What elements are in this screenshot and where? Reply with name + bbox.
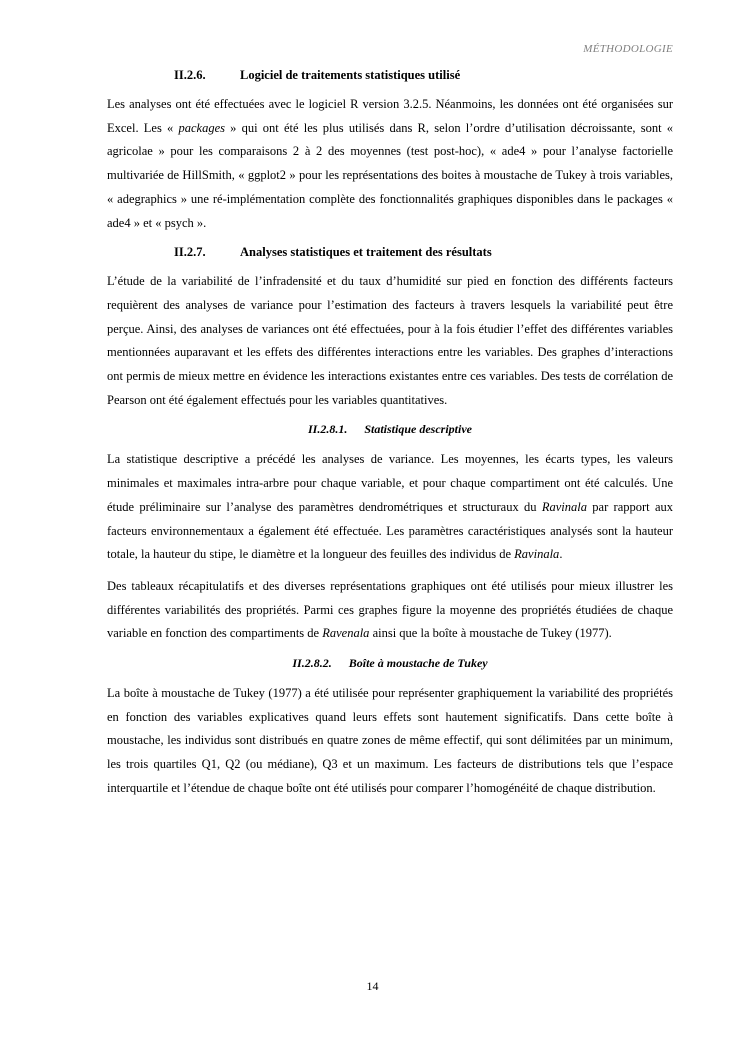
text-run: par rapport aux facteurs environnementaux a également été effectuée. Les paramètres caractéristiques analysés sont la hauteur totale, la hauteur du stipe, le diamètre et la longueur des feuilles des individus de xyxy=(107,499,674,562)
heading-number: II.2.6. xyxy=(174,68,206,82)
text-run: Des tableaux récapitulatifs et des diverses représentations graphiques ont été utilisés pour mieux illustrer les différentes variabilités des propriétés. Parmi ces graphes figure la moyenne des propriétés étudiées de chaque variable en fonction des compartiments de xyxy=(107,578,673,641)
text-run: ainsi que la boîte à moustache de Tukey (1977). xyxy=(369,626,612,641)
heading-II-2-7 xyxy=(174,243,673,261)
text-run: Les analyses ont été effectuées avec le logiciel R version 3.2.5. Néanmoins, les données ont été organisées sur Excel. Les « xyxy=(107,97,673,135)
heading-title: Analyses statistiques et traitement des résultats xyxy=(240,245,492,260)
text-run: » qui ont été les plus utilisés dans R, selon l’ordre d’utilisation décroissante, sont « agricolae » pour les comparaisons 2 à 2 des moyennes (test post-hoc), « ade4 » pour l’analyse factorielle multivariée de HillSmith, « ggplot2 » pour les représentations des boites à moustache de Tukey à trois variables, « adegraphics » une ré-implémentation complète des fonctionnalités graphiques disponibles dans le packages « ade4 » et « psych ». xyxy=(107,120,673,230)
italic-term: Ravinala xyxy=(541,499,587,514)
paragraph-analyses: L’étude de la variabilité de l’infradensité et du taux d’humidité sur pied en fonction des différents facteurs requièrent des analyses de variance pour l’estimation des facteurs à travers lesquels la variabilité peut être perçue. Ainsi, des analyses de variances ont été effectuées, pour à la fois étudier l’effet des différentes variables mentionnées auparavant et les effets des différentes interactions entre les variables. Des graphes d’interactions ont permis de mieux mettre en évidence les interactions existantes entre ces variables. Des tests de corrélation de Pearson ont été également effectués pour les variables quantitatives. xyxy=(107,274,673,407)
page-content xyxy=(107,66,673,809)
running-header: MÉTHODOLOGIE xyxy=(583,43,673,55)
heading-number: II.2.8.2. xyxy=(292,656,332,671)
paragraph-boxplot: La boîte à moustache de Tukey (1977) a été utilisée pour représenter graphiquement la variabilité des propriétés en fonction des variables explicatives quand leurs effets sont hautement significatifs. Dans cette boîte à moustache, les individus sont distribués en quatre zones de même effectif, qui sont délimitées par un minimum, les trois quartiles Q1, Q2 (ou médiane), Q3 et un maximum. Les facteurs de distributions tels que l’espace interquartile et l’étendue de chaque boîte ont été utilisés pour comparer l’homogénéité de chaque distribution. xyxy=(107,686,673,795)
italic-term: Ravinala xyxy=(514,547,560,562)
italic-term: packages xyxy=(178,120,225,135)
heading-title: Logiciel de traitements statistiques utilisé xyxy=(240,68,461,82)
heading-II-2-8-2 xyxy=(107,654,673,672)
heading-title: Statistique descriptive xyxy=(364,422,472,437)
paragraph-descriptive-1 xyxy=(107,448,673,567)
heading-title: Boîte à moustache de Tukey xyxy=(348,656,488,671)
heading-II-2-8-1 xyxy=(107,420,673,438)
page-number: 14 xyxy=(366,979,379,993)
paragraph-software xyxy=(107,93,673,235)
text-run: La statistique descriptive a précédé les analyses de variance. Les moyennes, les écarts types, les valeurs minimales et maximales intra-arbre pour chaque variable, et pour chaque compartiment ont été calculés. Une étude préliminaire sur l’analyse des paramètres dendrométriques et structuraux du xyxy=(107,452,673,514)
text-run: . xyxy=(559,547,563,562)
heading-II-2-6 xyxy=(174,66,673,84)
heading-number: II.2.8.1. xyxy=(307,422,348,437)
paragraph-descriptive-2 xyxy=(107,575,673,646)
heading-number: II.2.7. xyxy=(174,245,206,260)
italic-term: Ravenala xyxy=(322,626,370,641)
